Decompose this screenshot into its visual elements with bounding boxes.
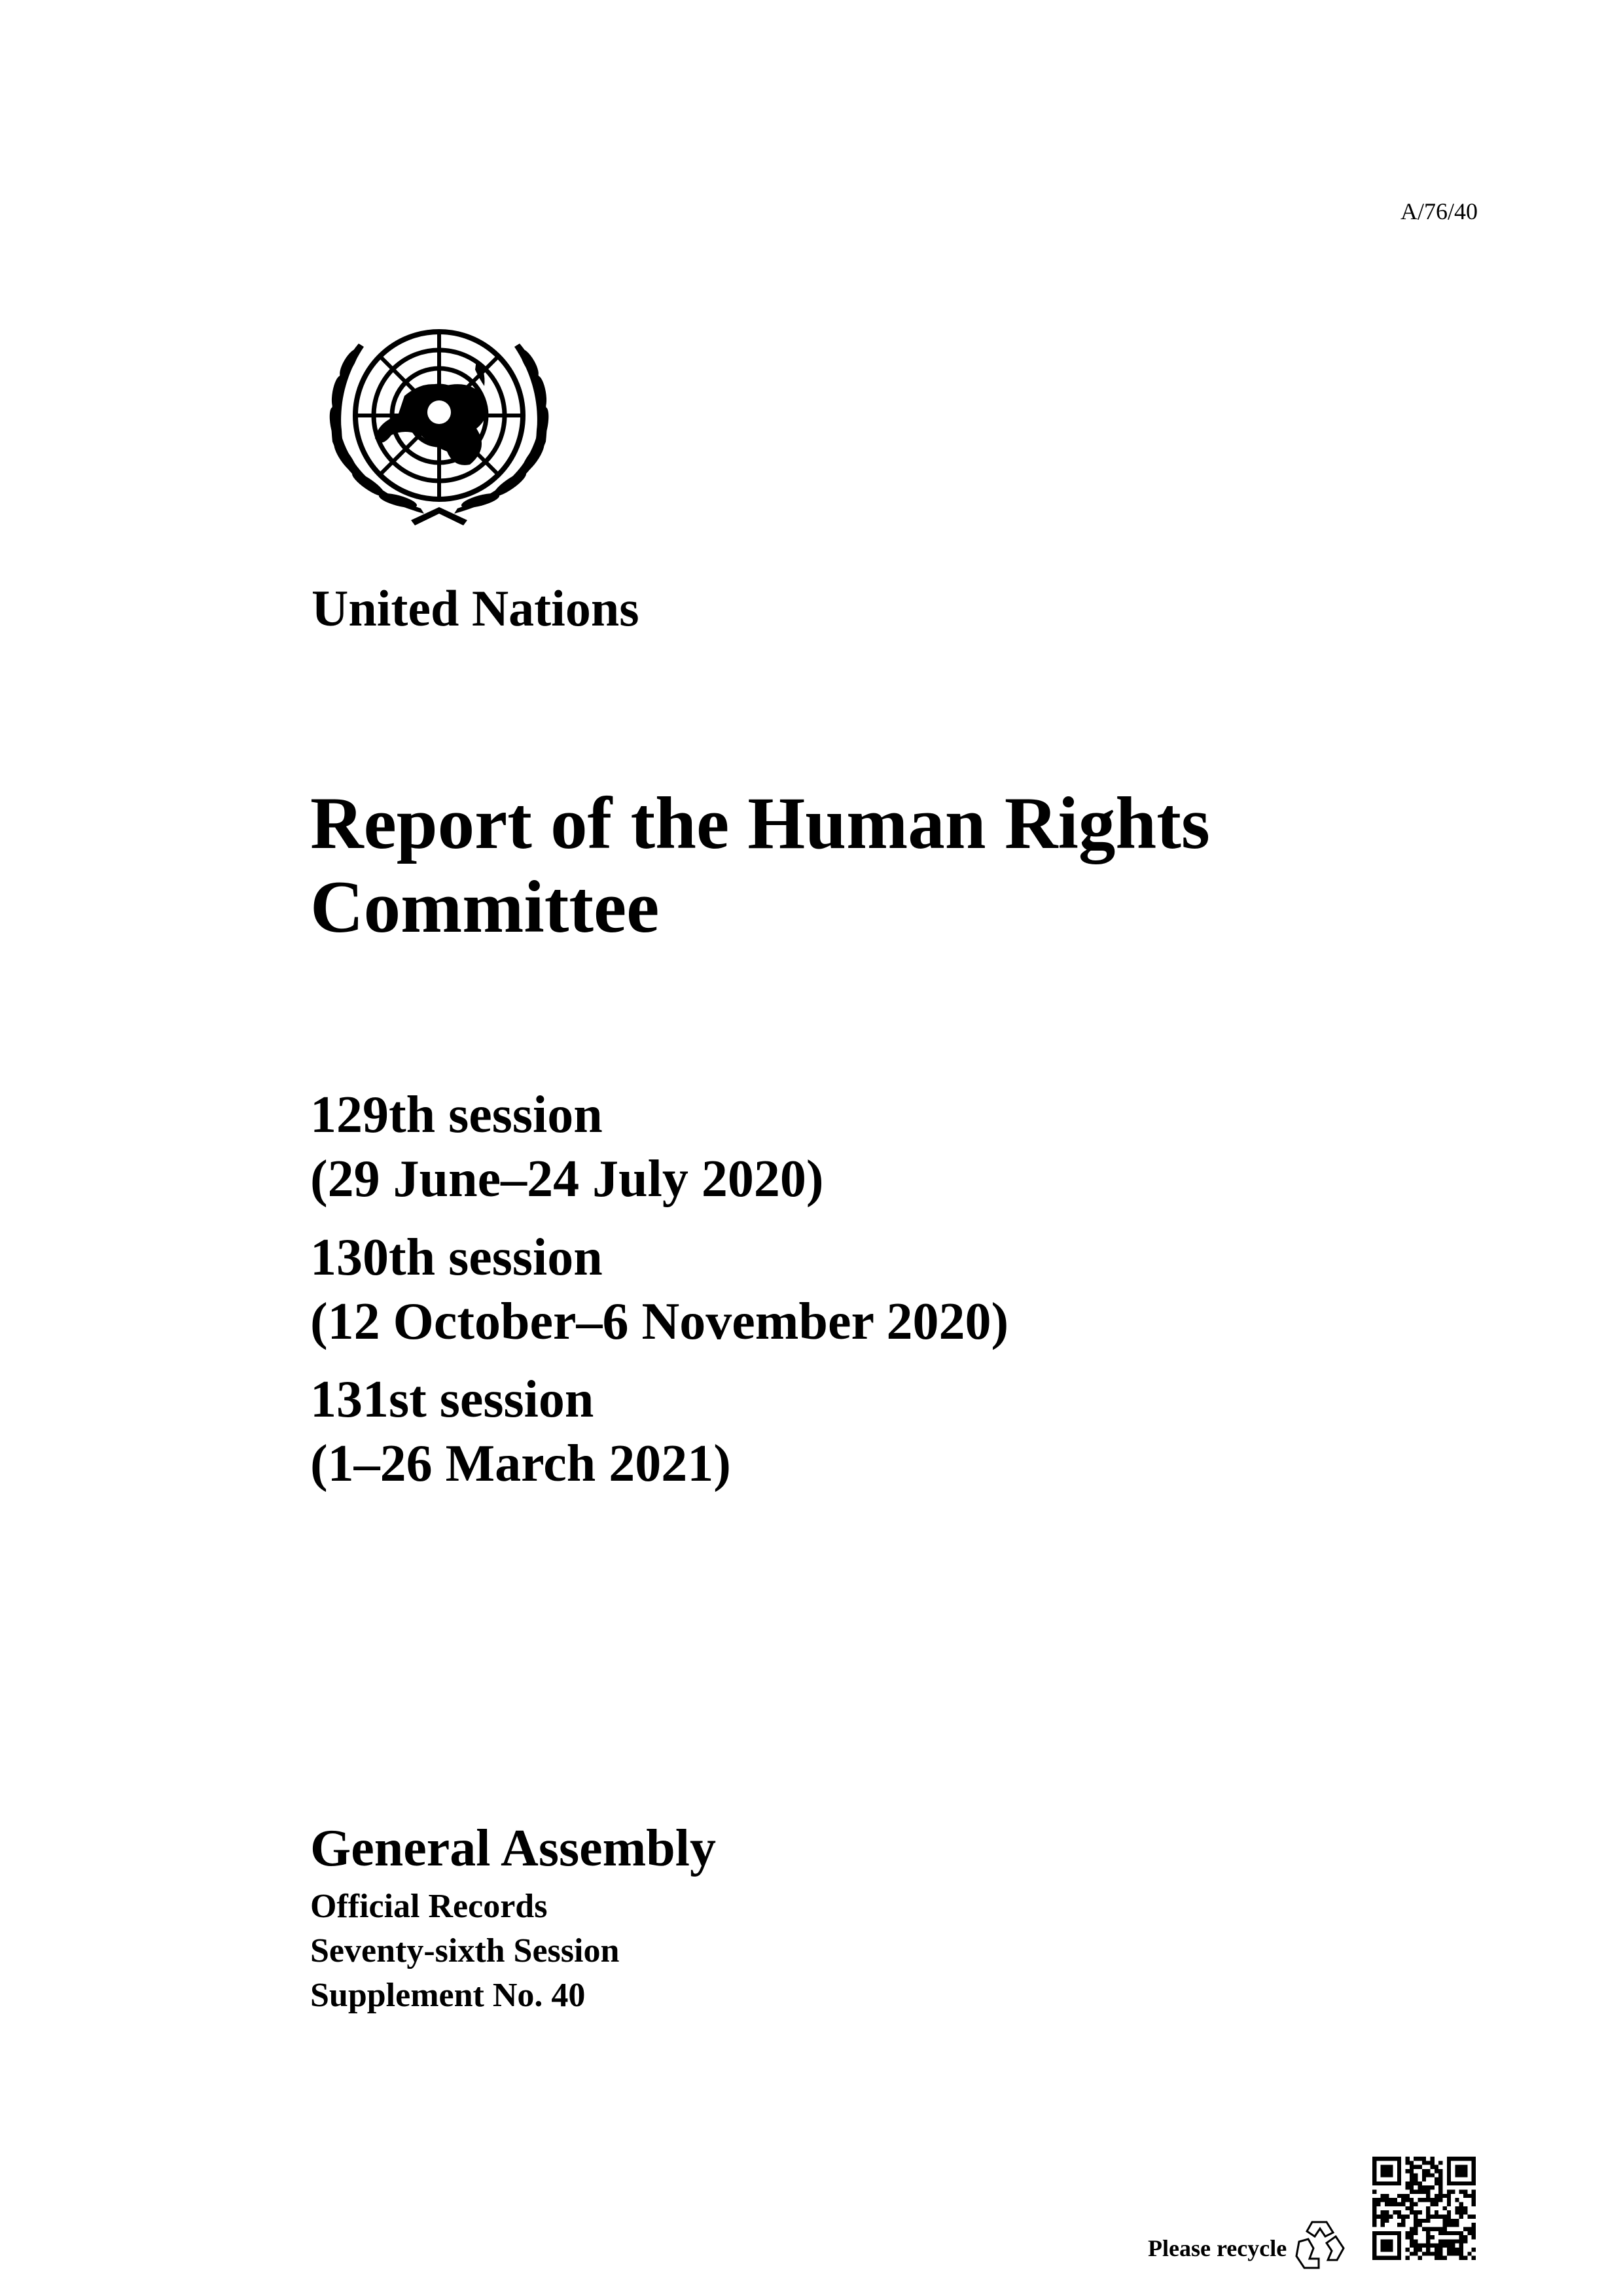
un-emblem-logo [313, 317, 565, 533]
organization-name: United Nations [312, 580, 639, 637]
please-recycle-label: Please recycle [1148, 2235, 1287, 2261]
session-131 [310, 1368, 731, 1496]
session-dates: (1–26 March 2021) [310, 1435, 731, 1492]
session-dates: (12 October–6 November 2020) [310, 1293, 1009, 1351]
qr-code-icon [1372, 2157, 1476, 2260]
official-records [310, 1884, 619, 2018]
title-line-2: Committee [310, 866, 660, 948]
records-line: Supplement No. 40 [310, 1977, 586, 2014]
document-symbol: A/76/40 [1400, 198, 1478, 224]
recycle-icon [1293, 2219, 1347, 2270]
title-line-1: Report of the Human Rights [310, 783, 1210, 864]
general-assembly-heading: General Assembly [310, 1820, 716, 1877]
report-title [310, 782, 1210, 949]
session-name: 130th session [310, 1229, 603, 1286]
session-name: 131st session [310, 1371, 594, 1428]
session-130 [310, 1226, 1008, 1354]
records-line: Seventy-sixth Session [310, 1932, 620, 1969]
records-line: Official Records [310, 1888, 548, 1925]
session-129 [310, 1083, 824, 1211]
session-dates: (29 June–24 July 2020) [310, 1150, 824, 1208]
session-name: 129th session [310, 1086, 603, 1144]
